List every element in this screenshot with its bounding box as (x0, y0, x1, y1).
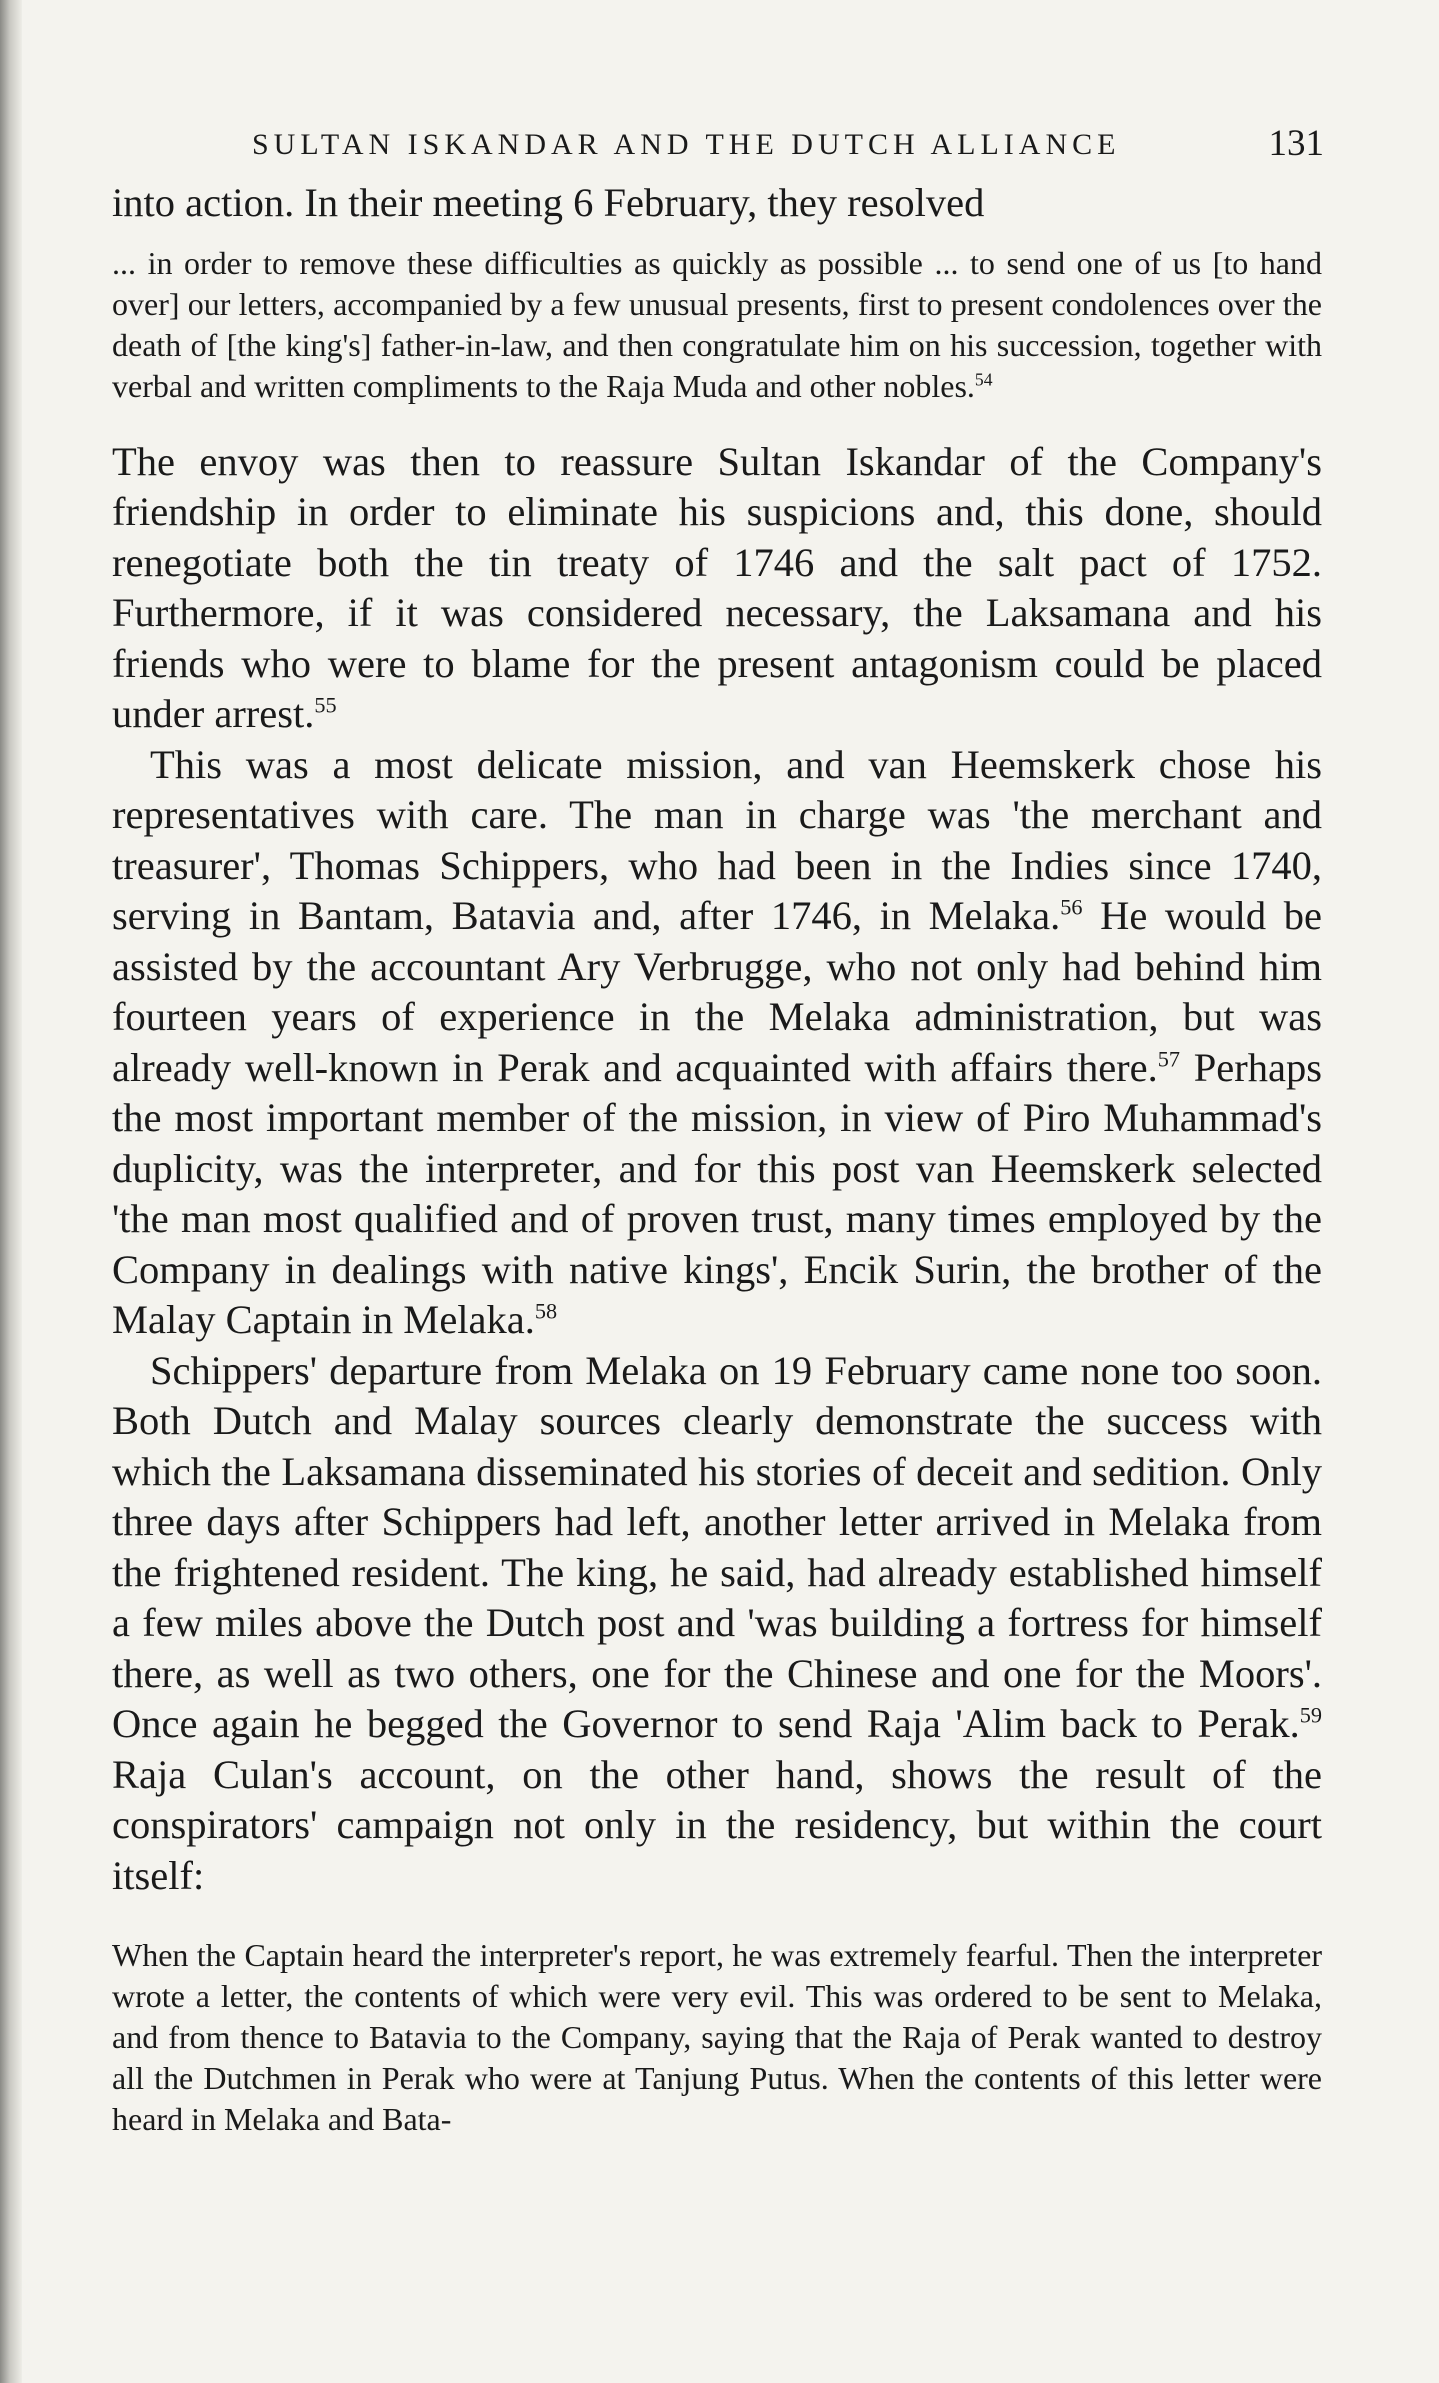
paragraph-4-text-b: Raja Culan's account, on the other hand, shows the result of the conspirators' campaign not only in the residency, but within the court itself: (112, 1751, 1322, 1898)
footnote-ref-58: 58 (534, 1298, 558, 1324)
footnote-ref-57: 57 (1157, 1046, 1181, 1071)
block-quote-1-text: ... in order to remove these difficulties as quickly as possible ... to send one of us [to hand over] our letters, accompanied by a few unusual presents, first to present condolences over the death of [the king's] father-in-law, and then congratulate him on his succession, together with verbal and written compliments to the Raja Muda and other nobles. (112, 244, 1322, 404)
paragraph-4 (112, 1346, 1322, 1902)
running-title: SULTAN ISKANDAR AND THE DUTCH ALLIANCE (252, 128, 1121, 161)
footnote-ref-54: 54 (974, 368, 993, 389)
paragraph-2 (112, 437, 1322, 740)
block-quote-2-text: When the Captain heard the interpreter's report, he was extremely fearful. Then the interpreter wrote a letter, the contents of which were very evil. This was ordered to be sent to Melaka, and from thence to Batavia to the Company, saying that the Raja of Perak wanted to destroy all the Dutchmen in Perak who were at Tanjung Putus. When the contents of this letter were heard in Melaka and Bata- (112, 1937, 1322, 2137)
paragraph-1-text: into action. In their meeting 6 February, they resolved (112, 180, 985, 225)
paragraph-3-text-a: This was a most delicate mission, and van Heemskerk chose his representatives with care. The man in charge was 'the merchant and treasurer', Thomas Schippers, who had been in the Indies since 1740, serving in Bantam, Batavia and, after 1746, in Melaka. (112, 741, 1322, 938)
page-number: 131 (1268, 123, 1324, 164)
block-quote-2 (112, 1935, 1322, 2140)
block-quote-1 (112, 243, 1322, 407)
book-page (112, 118, 1322, 2140)
page-gutter-shadow (0, 0, 22, 2383)
footnote-ref-55: 55 (314, 692, 337, 718)
footnote-ref-56: 56 (1060, 894, 1083, 920)
paragraph-2-text: The envoy was then to reassure Sultan Iskandar of the Company's friendship in order to eliminate his suspicions and, this done, should renegotiate both the tin treaty of 1746 and the salt pact of 1752. Furthermore, if it was considered necessary, the Laksamana and his friends who were to blame for the present antagonism could be placed under arrest. (112, 438, 1322, 736)
paragraph-4-text-a: Schippers' departure from Melaka on 19 February came none too soon. Both Dutch and Malay sources clearly demonstrate the success with which the Laksamana disseminated his stories of deceit and sedition. Only three days after Schippers had left, another letter arrived in Melaka from the frightened resident. The king, he said, had already established himself a few miles above the Dutch post and 'was building a fortress for himself there, as well as two others, one for the Chinese and one for the Moors'. Once again he begged the Governor to send Raja 'Alim back to Perak. (112, 1347, 1322, 1746)
running-head (112, 118, 1322, 178)
paragraph-3-text-b: He would be assisted by the accountant Ary Verbrugge, who not only had behind him fourteen years of experience in the Melaka administration, but was already well-known in Perak and acquainted with affairs there. (112, 893, 1322, 1090)
paragraph-3-text-c: Perhaps the most important member of the mission, in view of Piro Muhammad's duplicity, was the interpreter, and for this post van Heemskerk selected 'the man most qualified and of proven trust, many times employed by the Company in dealings with native kings', Encik Surin, the brother of the Malay Captain in Melaka. (112, 1044, 1322, 1342)
paragraph-1 (112, 178, 1322, 229)
paragraph-3 (112, 740, 1322, 1346)
footnote-ref-59: 59 (1299, 1702, 1322, 1728)
